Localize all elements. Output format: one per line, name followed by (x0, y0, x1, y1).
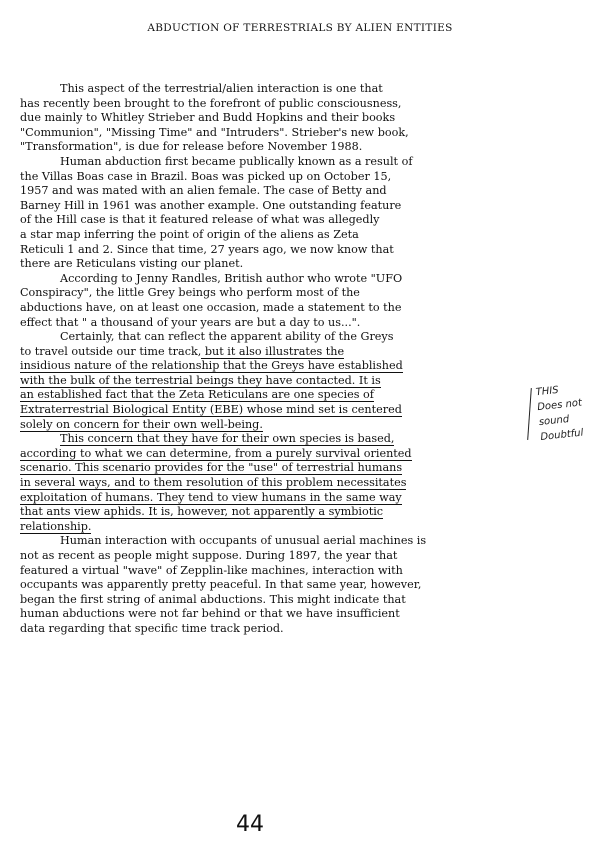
text-line (20, 607, 520, 622)
document-title: ABDUCTION OF TERRESTRIALS BY ALIEN ENTITIES (147, 22, 453, 34)
text-line (20, 447, 520, 462)
text-line (20, 578, 520, 593)
text-segment: human abductions were not far behind or that we have insufficient (20, 607, 400, 621)
handwritten-note-line: THIS (535, 384, 560, 399)
underlined-text: solely on concern for their own well-being. (20, 417, 263, 431)
text-line (20, 461, 520, 476)
text-line (20, 213, 520, 228)
text-line (20, 301, 520, 316)
underlined-segment: but it also illustrates the (201, 344, 345, 358)
text-line (20, 126, 520, 141)
text-line (20, 359, 520, 374)
text-line (20, 520, 520, 535)
text-segment: This aspect of the terrestrial/alien interaction is one that (60, 82, 383, 95)
underlined-text: in several ways, and to them resolution of this problem necessitates (20, 476, 407, 490)
text-segment: Barney Hill in 1961 was another example. One outstanding feature (20, 198, 402, 212)
text-segment: Human interaction with occupants of unusual aerial machines is (60, 534, 427, 548)
text-segment: 1957 and was mated with an alien female. The case of Betty and (20, 184, 387, 198)
underlined-text: an established fact that the Zeta Reticulans are one species of (20, 388, 374, 402)
text-line (20, 549, 520, 564)
margin-bracket (527, 388, 532, 440)
text-line (20, 199, 520, 214)
text-line (20, 403, 520, 418)
text-segment: effect that " a thousand of your years are but a day to us...". (20, 315, 361, 329)
text-line (20, 111, 520, 126)
underlined-text: with the bulk of the terrestrial beings they have contacted. It is (20, 373, 381, 387)
text-line (20, 593, 520, 608)
handwritten-margin-note (535, 379, 600, 445)
text-line (20, 228, 520, 243)
text-segment: to travel outside our time track, (20, 344, 202, 358)
text-line (20, 476, 520, 491)
text-segment: Certainly, that can reflect the apparent ability of the Greys (60, 330, 394, 344)
text-segment: has recently been brought to the forefront of public consciousness, (20, 96, 402, 110)
text-line (20, 491, 520, 506)
text-segment: "Transformation", is due for release before November 1988. (20, 140, 363, 154)
text-segment: occupants was apparently pretty peaceful. In that same year, however, (20, 578, 422, 592)
text-line (20, 330, 520, 345)
text-segment: According to Jenny Randles, British author who wrote "UFO (60, 271, 403, 285)
text-line (20, 388, 520, 403)
text-line (20, 170, 520, 185)
text-line (20, 564, 520, 579)
text-line (20, 374, 520, 389)
text-segment: Human abduction first became publically known as a result of (60, 154, 413, 168)
underlined-text: exploitation of humans. They tend to view humans in the same way (20, 490, 402, 504)
underlined-text: according to what we can determine, from a purely survival oriented (20, 446, 412, 460)
underlined-text: Extraterrestrial Biological Entity (EBE) whose mind set is centered (20, 403, 402, 417)
text-line (20, 418, 520, 433)
handwritten-note-line: Does not (536, 397, 583, 414)
text-segment: a star map inferring the point of origin of the aliens as Zeta (20, 227, 359, 241)
text-line (20, 286, 520, 301)
page-number: 44 (236, 812, 264, 837)
underlined-text: scenario. This scenario provides for the "use" of terrestrial humans (20, 461, 403, 475)
underlined-text: insidious nature of the relationship that the Greys have established (20, 359, 403, 373)
text-segment: there are Reticulans visting our planet. (20, 257, 244, 271)
text-segment: featured a virtual "wave" of Zepplin-like machines, interaction with (20, 563, 403, 577)
text-line (20, 505, 520, 520)
text-segment: abductions have, on at least one occasion, made a statement to the (20, 300, 402, 314)
text-line (20, 316, 520, 331)
text-segment: Conspiracy", the little Grey beings who perform most of the (20, 286, 360, 300)
text-segment: the Villas Boas case in Brazil. Boas was picked up on October 15, (20, 169, 392, 183)
text-segment: "Communion", "Missing Time" and "Intruders". Strieber's new book, (20, 125, 409, 139)
handwritten-note-line: Doubtful (539, 427, 584, 443)
underlined-text: This concern that they have for their own species is based, (60, 432, 395, 446)
handwritten-note-line: sound (538, 413, 570, 429)
underlined-text: relationship. (20, 519, 92, 533)
text-line (20, 345, 520, 360)
text-line (20, 272, 520, 287)
underlined-text: that ants view aphids. It is, however, not apparently a symbiotic (20, 505, 384, 519)
text-line (20, 97, 520, 112)
text-line (20, 622, 520, 637)
text-segment: not as recent as people might suppose. During 1897, the year that (20, 549, 398, 562)
text-segment: due mainly to Whitley Strieber and Budd Hopkins and their books (20, 111, 396, 125)
text-line (20, 243, 520, 258)
text-segment: of the Hill case is that it featured release of what was allegedly (20, 213, 380, 227)
text-line (20, 82, 520, 97)
text-line (20, 155, 520, 170)
text-line (20, 140, 520, 155)
text-line (20, 534, 520, 549)
text-line (20, 257, 520, 272)
text-line (20, 184, 520, 199)
text-segment: data regarding that specific time track period. (20, 621, 284, 635)
text-segment: Reticuli 1 and 2. Since that time, 27 years ago, we now know that (20, 242, 394, 256)
body-text (20, 82, 520, 637)
text-segment: began the first string of animal abductions. This might indicate that (20, 592, 406, 606)
text-line (20, 432, 520, 447)
